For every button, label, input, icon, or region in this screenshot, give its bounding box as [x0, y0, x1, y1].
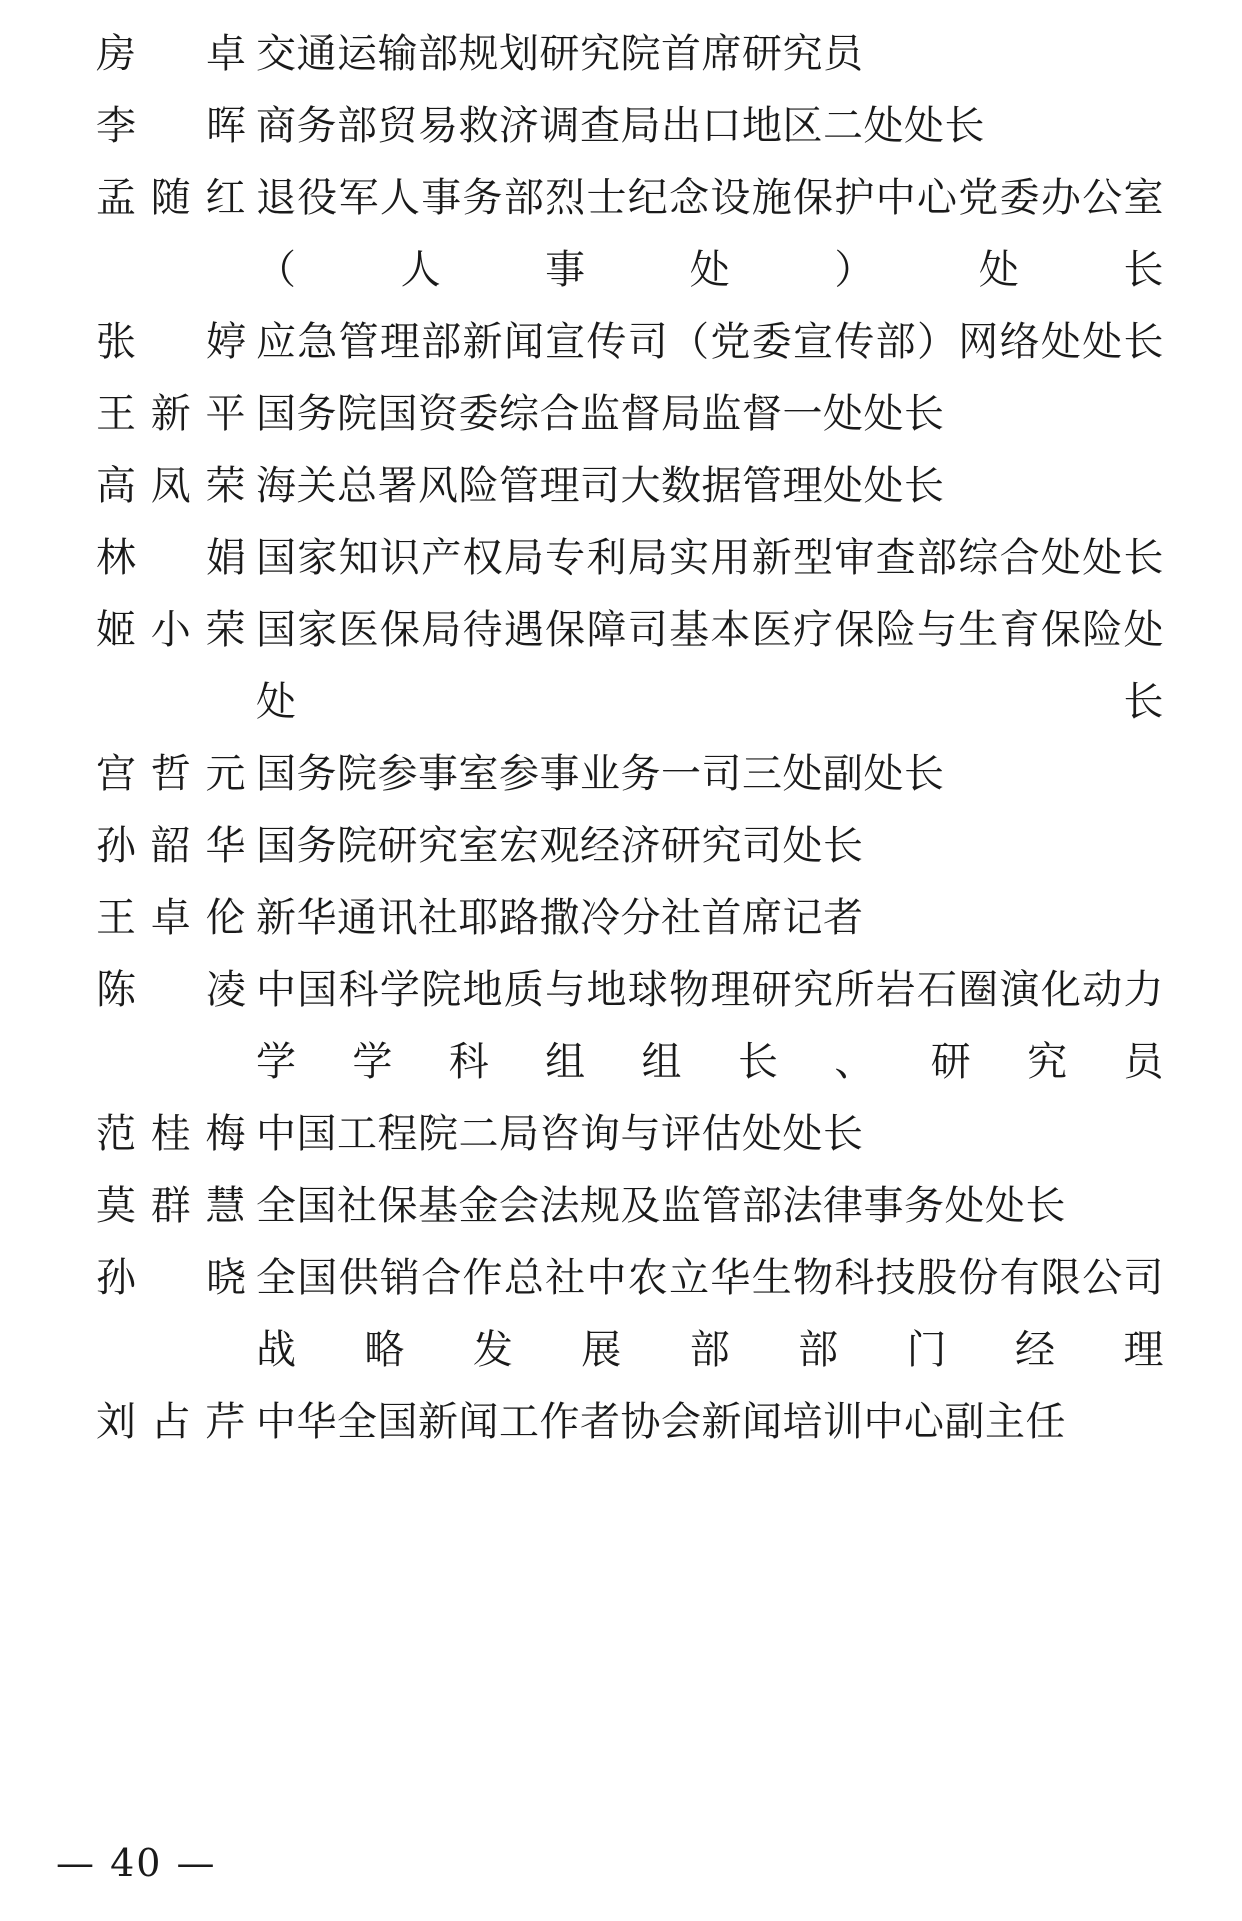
- person-name: 孟随红: [96, 175, 246, 221]
- person-title: 全国供销合作总社中农立华生物科技股份有限公司战略发展部部门经理: [256, 1255, 1164, 1373]
- person-title: 中华全国新闻工作者协会新闻培训中心副主任: [256, 1399, 1066, 1445]
- person-name: 刘占芹: [96, 1399, 246, 1445]
- list-item: [96, 738, 1164, 810]
- person-title: 国家知识产权局专利局实用新型审查部综合处处长: [256, 535, 1164, 581]
- person-name: 王卓伦: [96, 895, 246, 941]
- list-item: [96, 954, 1164, 1098]
- list-item: [96, 378, 1164, 450]
- person-title: 海关总署风险管理司大数据管理处处长: [256, 463, 945, 509]
- list-item: [96, 1242, 1164, 1386]
- person-title: 交通运输部规划研究院首席研究员: [256, 31, 864, 77]
- person-name: 陈 凌: [96, 967, 246, 1013]
- person-name: 范桂梅: [96, 1111, 246, 1157]
- person-title: 商务部贸易救济调查局出口地区二处处长: [256, 103, 985, 149]
- person-name: 莫群慧: [96, 1183, 246, 1229]
- page-number: — 40 —: [56, 1841, 217, 1885]
- list-item: [96, 306, 1164, 378]
- person-name: 李 晖: [96, 103, 246, 149]
- person-name: 姬小荣: [96, 607, 246, 653]
- list-item: [96, 522, 1164, 594]
- person-title: 国务院研究室宏观经济研究司处长: [256, 823, 864, 869]
- person-name: 孙韶华: [96, 823, 246, 869]
- list-item: [96, 882, 1164, 954]
- person-name: 孙 晓: [96, 1255, 246, 1301]
- person-name: 张 婷: [96, 319, 246, 365]
- person-title: 退役军人事务部烈士纪念设施保护中心党委办公室（人事处）处长: [256, 175, 1164, 293]
- person-name: 宫哲元: [96, 751, 246, 797]
- list-item: [96, 1098, 1164, 1170]
- person-title: 国务院参事室参事业务一司三处副处长: [256, 751, 945, 797]
- person-title: 应急管理部新闻宣传司（党委宣传部）网络处处长: [256, 319, 1164, 365]
- person-title: 中国科学院地质与地球物理研究所岩石圈演化动力学学科组组长、研究员: [256, 967, 1164, 1085]
- list-item: [96, 594, 1164, 738]
- person-name: 房 卓: [96, 31, 246, 77]
- list-item: [96, 90, 1164, 162]
- person-title: 国家医保局待遇保障司基本医疗保险与生育保险处处长: [256, 607, 1164, 725]
- list-item: [96, 1170, 1164, 1242]
- list-item: [96, 450, 1164, 522]
- person-title: 新华通讯社耶路撒冷分社首席记者: [256, 895, 864, 941]
- list-item: [96, 162, 1164, 306]
- person-title: 国务院国资委综合监督局监督一处处长: [256, 391, 945, 437]
- list-item: [96, 1386, 1164, 1458]
- person-title: 全国社保基金会法规及监管部法律事务处处长: [256, 1183, 1066, 1229]
- list-item: [96, 18, 1164, 90]
- list-item: [96, 810, 1164, 882]
- person-title: 中国工程院二局咨询与评估处处长: [256, 1111, 864, 1157]
- person-name: 林 娟: [96, 535, 246, 581]
- name-title-list: [96, 18, 1164, 1458]
- person-name: 高凤荣: [96, 463, 246, 509]
- person-name: 王新平: [96, 391, 246, 437]
